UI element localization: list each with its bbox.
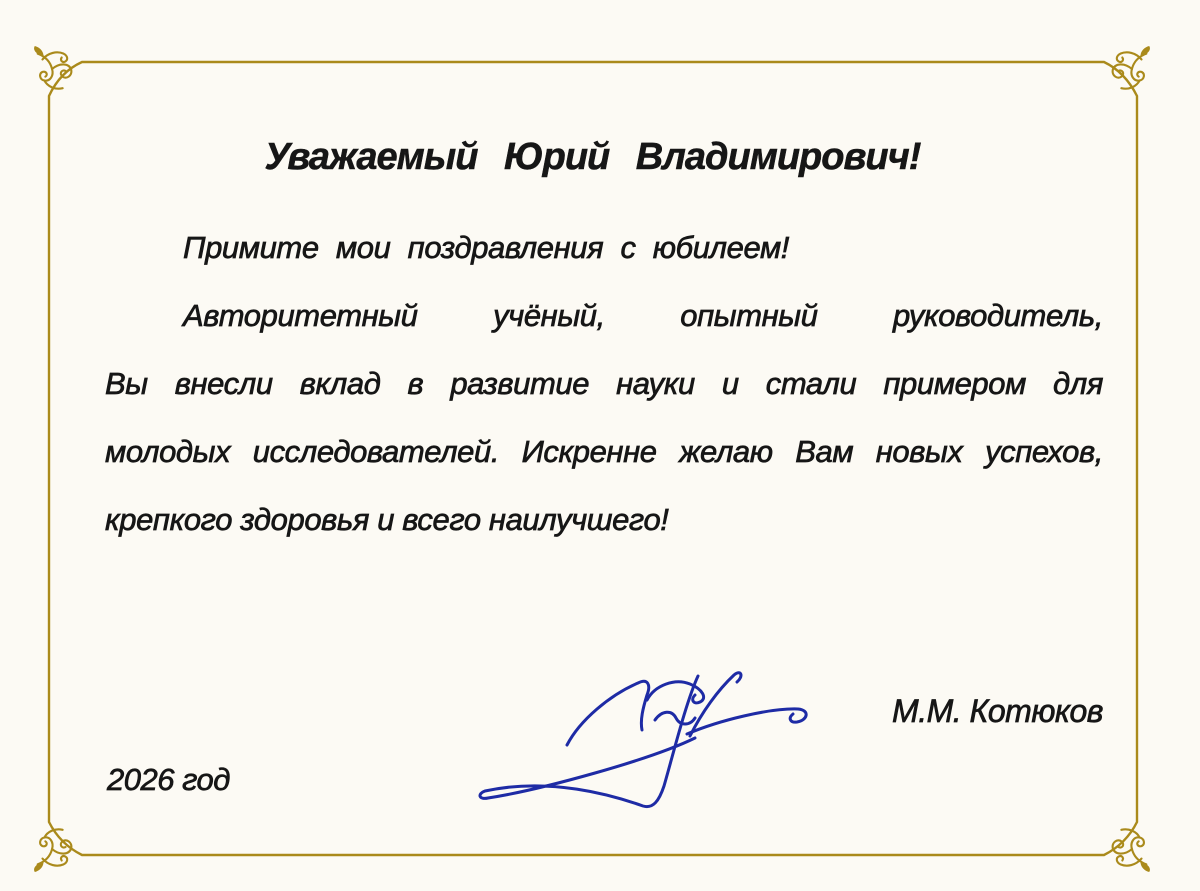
corner-flourish-icon bbox=[1106, 45, 1154, 93]
letter-body bbox=[105, 229, 1103, 569]
body-line: молодых исследователей. Искренне желаю Вам новых успехов, bbox=[105, 434, 1103, 469]
body-line: Вы внесли вклад в развитие науки и стали примером для bbox=[105, 366, 1103, 401]
signer-name: М.М. Котюков bbox=[892, 693, 1103, 729]
corner-flourish-icon bbox=[30, 45, 78, 93]
salutation-title: Уважаемый Юрий Владимирович! bbox=[264, 136, 921, 178]
handwritten-signature bbox=[450, 640, 840, 825]
corner-flourish-icon bbox=[30, 825, 78, 873]
corner-flourish-icon bbox=[1106, 825, 1154, 873]
body-line: крепкого здоровья и всего наилучшего! bbox=[105, 502, 669, 537]
body-line: Авторитетный учёный, опытный руководитель, bbox=[183, 298, 1103, 333]
body-line: Примите мои поздравления с юбилеем! bbox=[183, 230, 790, 265]
year-label: 2026 год bbox=[107, 762, 230, 797]
